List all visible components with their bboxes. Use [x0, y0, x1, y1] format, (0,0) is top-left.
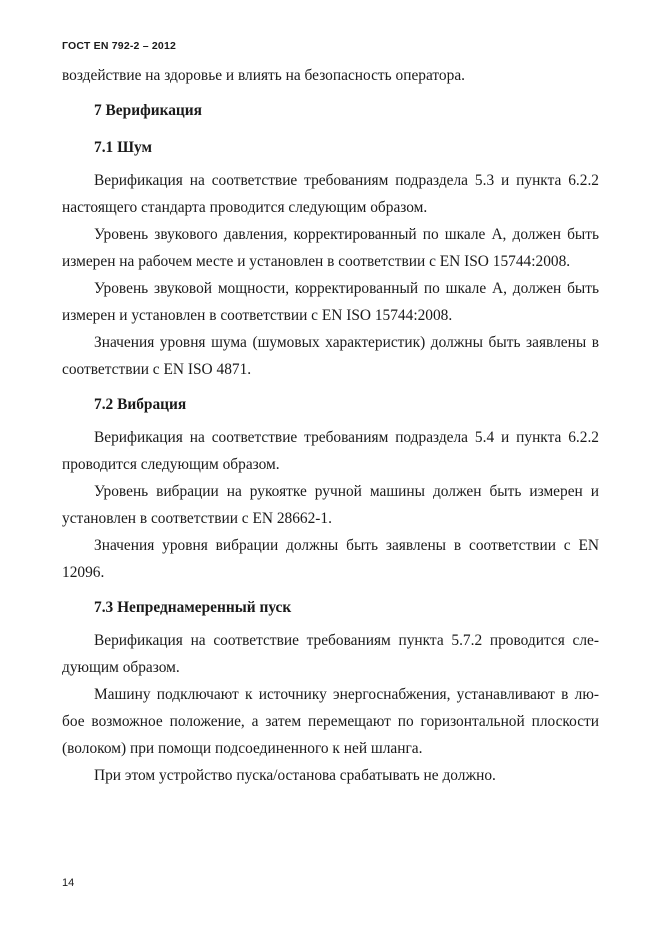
paragraph: Верификация на соответствие требованиям пункта 5.7.2 проводится следующим образом. [62, 632, 599, 676]
subsection-title-vibration: 7.2 Вибрация [94, 396, 187, 413]
paragraph: Уровень звуковой мощности, корректированный по шкале А, должен быть измерен и установлен в соответствии с EN ISO 15744:2008. [62, 280, 599, 324]
document-code-header: ГОСТ EN 792-2 – 2012 [62, 40, 177, 52]
subsection-title-noise: 7.1 Шум [94, 139, 152, 156]
page-content [62, 62, 599, 789]
section-title: 7 Верификация [94, 102, 202, 119]
paragraph: Верификация на соответствие требованиям подраздела 5.4 и пункта 6.2.2 проводится следующим образом. [62, 429, 599, 473]
paragraph: Машину подключают к источнику энергоснабжения, устанавливают в любое возможное положение, а затем перемещают по горизонтальной плоскости (волоком) при помощи подсоединенного к ней шланга. [62, 686, 599, 757]
page-number: 14 [62, 877, 75, 889]
continued-paragraph: воздействие на здоровье и влиять на безопасность оператора. [62, 67, 465, 84]
paragraph: Значения уровня вибрации должны быть заявлены в соответствии с EN 12096. [62, 537, 599, 581]
paragraph: Уровень звукового давления, корректированный по шкале А, должен быть измерен на рабочем месте и установлен в соответствии с EN ISO 15744:2008. [62, 226, 599, 270]
paragraph: Верификация на соответствие требованиям подраздела 5.3 и пункта 6.2.2 настоящего стандарта проводится следующим образом. [62, 172, 599, 216]
paragraph: При этом устройство пуска/останова срабатывать не должно. [94, 767, 496, 784]
subsection-title-unintended-start: 7.3 Непреднамеренный пуск [94, 599, 292, 616]
paragraph: Уровень вибрации на рукоятке ручной машины должен быть измерен и установлен в соответствии с EN 28662-1. [62, 483, 599, 527]
paragraph: Значения уровня шума (шумовых характеристик) должны быть заявлены в соответствии с EN ISO 4871. [62, 334, 599, 378]
